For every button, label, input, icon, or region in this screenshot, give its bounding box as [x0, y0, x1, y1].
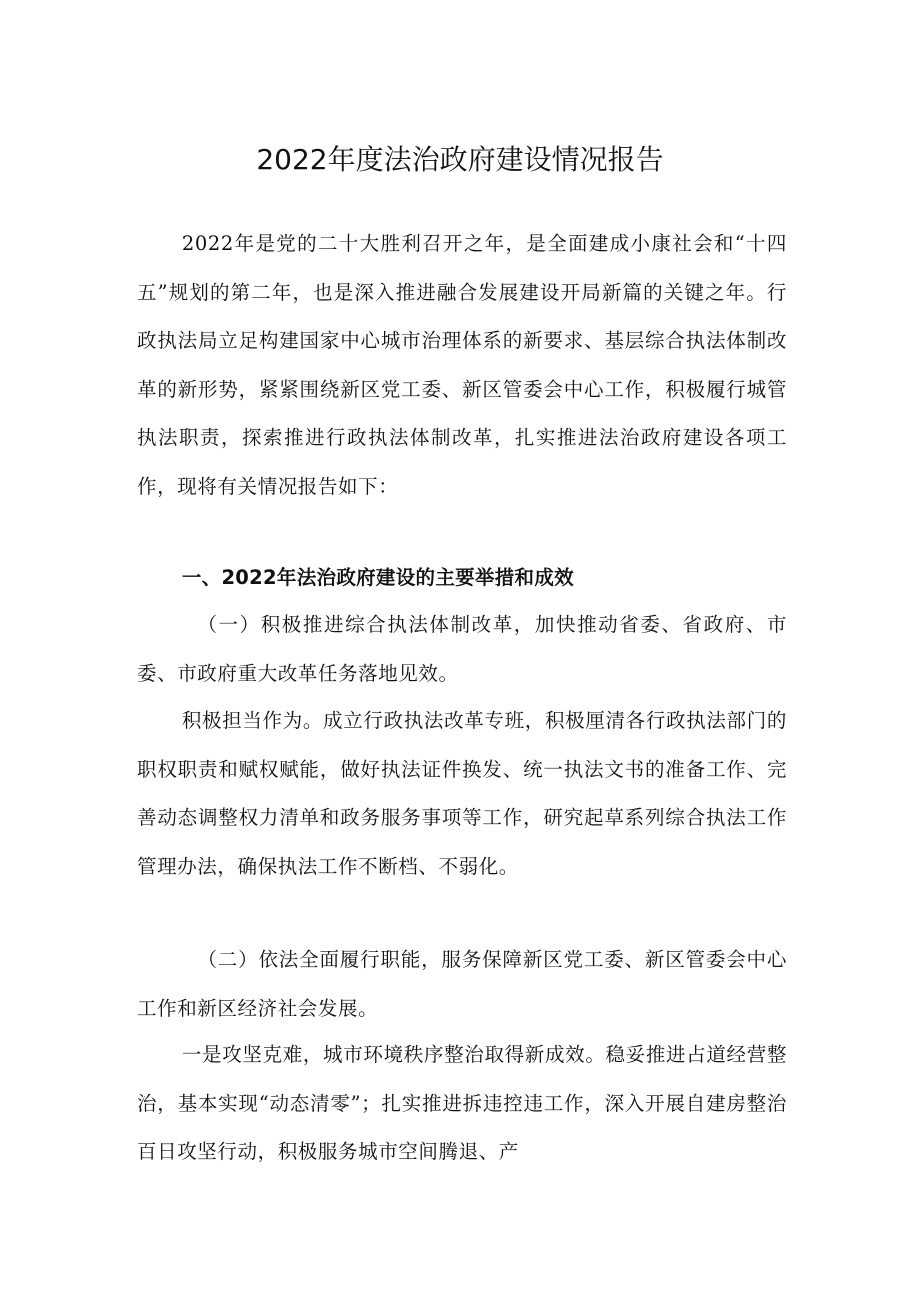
- body-paragraph-1: 积极担当作为。成立行政执法改革专班，积极厘清各行政执法部门的职权职责和赋权赋能，做好执法证件换发、统一执法文书的准备工作、完善动态调整权力清单和政务服务事项等工作，研究起草系列综合执法工作管理办法，确保执法工作不断档、不弱化。: [137, 709, 787, 878]
- subsection-heading-2: （二）依法全面履行职能，服务保障新区党工委、新区管委会中心工作和新区经济社会发展。: [137, 948, 787, 1020]
- subsection-heading-1: （一）积极推进综合执法体制改革，加快推动省委、省政府、市委、市政府重大改革任务落地见效。: [137, 613, 787, 685]
- intro-paragraph: 2022年是党的二十大胜利召开之年，是全面建成小康社会和“十四五”规划的第二年，也是深入推进融合发展建设开局新篇的关键之年。行政执法局立足构建国家中心城市治理体系的新要求、基层综合执法体制改革的新形势，紧紧围绕新区党工委、新区管委会中心工作，积极履行城管执法职责，探索推进行政执法体制改革，扎实推进法治政府建设各项工作，现将有关情况报告如下：: [137, 232, 787, 498]
- body-paragraph-2: 一是攻坚克难，城市环境秩序整治取得新成效。稳妥推进占道经营整治，基本实现“动态清零”；扎实推进拆违控违工作，深入开展自建房整治百日攻坚行动，积极服务城市空间腾退、产: [137, 1043, 787, 1164]
- document-title: 2022年度法治政府建设情况报告: [256, 143, 664, 176]
- section-heading-1: 一、2022年法治政府建设的主要举措和成效: [181, 566, 574, 589]
